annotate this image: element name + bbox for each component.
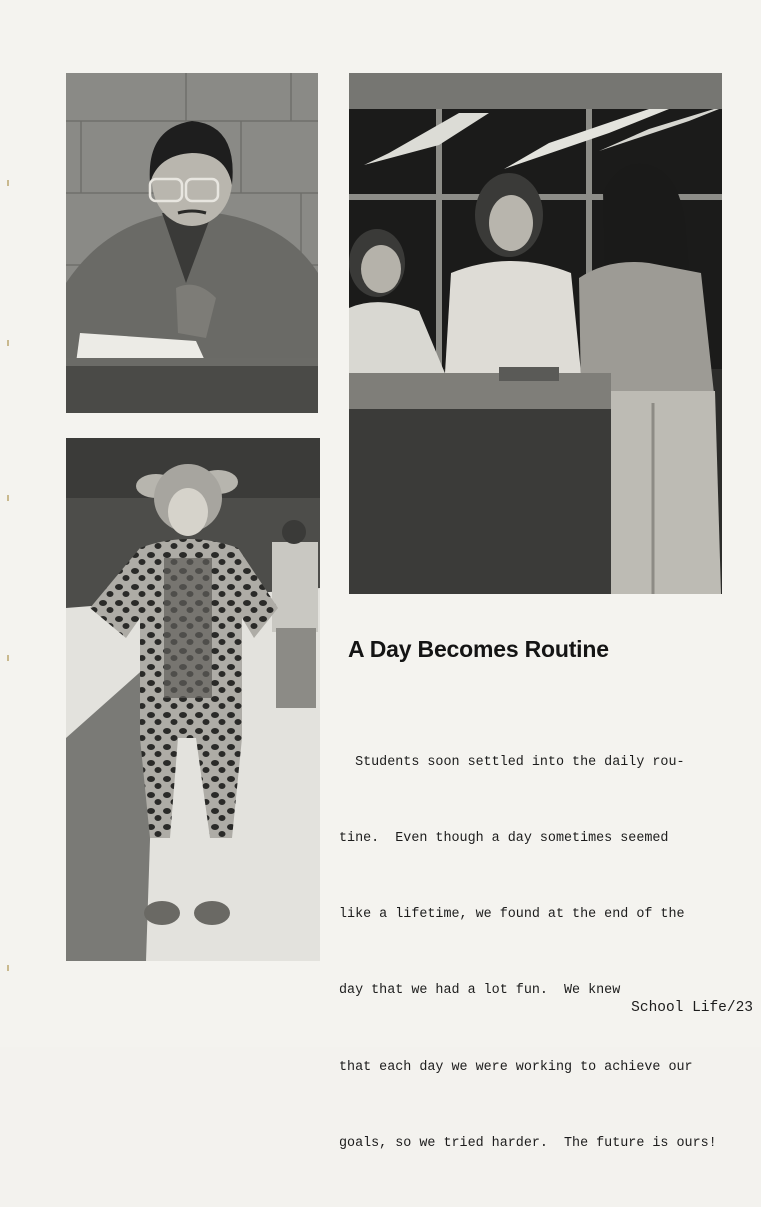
body-line: like a lifetime, we found at the end of the bbox=[339, 907, 685, 923]
body-line: Students soon settled into the daily rou- bbox=[339, 754, 685, 770]
body-line: goals, so we tried harder. The future is ours! bbox=[339, 1135, 717, 1151]
body-line: tine. Even though a day sometimes seemed bbox=[339, 831, 669, 847]
body-line: day that we had a lot fun. We knew bbox=[339, 983, 621, 999]
body-line: that each day we were working to achieve our bbox=[339, 1059, 693, 1075]
footer-separator: / bbox=[726, 1000, 736, 1016]
page-footer bbox=[631, 1000, 753, 1016]
binding-mark bbox=[7, 180, 9, 186]
section-name: School Life bbox=[631, 1000, 727, 1016]
photo-student-at-desk bbox=[66, 73, 318, 413]
binding-mark bbox=[7, 340, 9, 346]
binding-mark bbox=[7, 655, 9, 661]
article-body bbox=[339, 699, 739, 1207]
photo-office-counter bbox=[349, 73, 722, 594]
photo-costumed-student bbox=[66, 438, 320, 961]
article-headline: A Day Becomes Routine bbox=[348, 636, 609, 662]
page-number: 23 bbox=[735, 1000, 753, 1016]
binding-mark bbox=[7, 965, 9, 971]
binding-mark bbox=[7, 495, 9, 501]
